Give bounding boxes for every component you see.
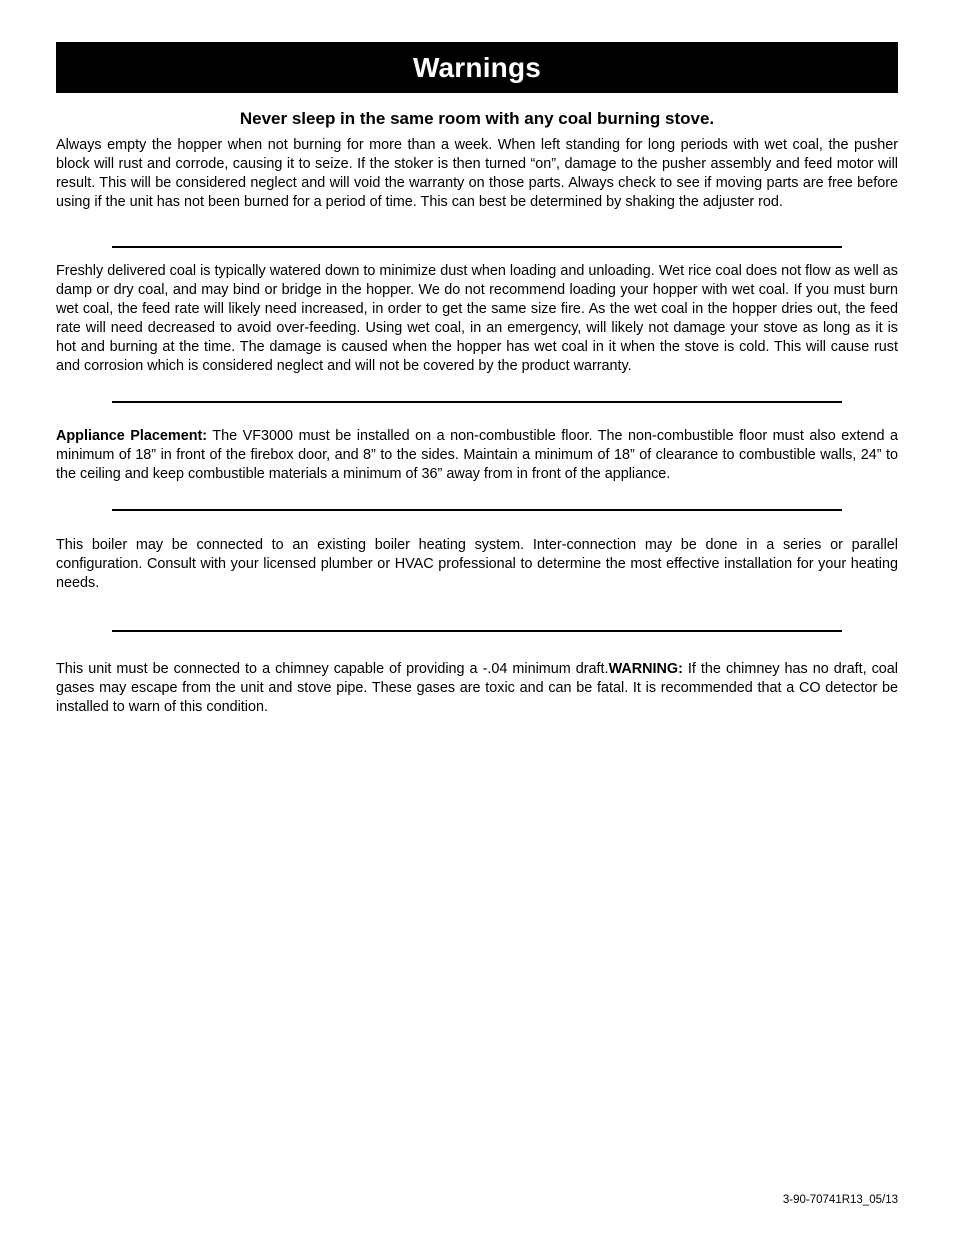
wet-coal-paragraph xyxy=(56,262,898,376)
chimney-paragraph xyxy=(56,660,898,717)
chimney-pre-text: This unit must be connected to a chimney capable of providing a -.04 minimum draft. xyxy=(56,661,609,677)
page-title: Warnings xyxy=(412,51,542,83)
hopper-paragraph xyxy=(56,136,898,212)
placement-lead: Appliance Placement: xyxy=(56,428,208,444)
divider-2 xyxy=(112,401,842,403)
placement-paragraph xyxy=(56,427,898,484)
title-bar xyxy=(56,42,898,93)
divider-1 xyxy=(112,246,842,248)
boiler-text: This boiler may be connected to an existing boiler heating system. Inter-connection may be done in a series or parallel configuration. Consult with your licensed plumber or HVAC professional to determine the most effective installation for your heating needs. xyxy=(56,537,898,591)
wet-coal-text: Freshly delivered coal is typically watered down to minimize dust when loading and unloading. Wet rice coal does not flow as well as damp or dry coal, and may bind or bridge in the hopper. We do not recommend loading your hopper with wet coal. If you must burn wet coal, the feed rate will likely need increased, in order to get the same size fire. As the wet coal in the hopper dries out, the feed rate will need decreased to avoid over-feeding. Using wet coal, in an emergency, will likely not damage your stove as long as it is hot and burning at the time. The damage is caused when the hopper has wet coal in it when the stove is cold. This will cause rust and corrosion which is considered neglect and will not be covered by the product warranty. xyxy=(56,263,898,374)
placement-text: The VF3000 must be installed on a non-combustible floor. The non-combustible floor must also extend a minimum of 18” in front of the firebox door, and 8” to the sides. Maintain a minimum of 18” of clearance to combustible walls, 24” to the ceiling and keep combustible materials a minimum of 36” away from in front of the appliance. xyxy=(56,428,898,482)
chimney-warning-lead: WARNING: xyxy=(608,661,683,677)
boiler-paragraph xyxy=(56,536,898,593)
chimney-text: If the chimney has no draft, coal gases may escape from the unit and stove pipe. These gases are toxic and can be fatal. It is recommended that a CO detector be installed to warn of this condition. xyxy=(56,661,898,715)
hopper-text: Always empty the hopper when not burning for more than a week. When left standing for long periods with wet coal, the pusher block will rust and corrode, causing it to seize. If the stoker is then turned “on”, damage to the pusher assembly and feed motor will result. This will be considered neglect and will void the warranty on those parts. Always check to see if moving parts are free before using if the unit has not been burned for a period of time. This can best be determined by shaking the adjuster rod. xyxy=(56,137,898,210)
divider-3 xyxy=(112,509,842,511)
warning-headline: Never sleep in the same room with any coal burning stove. xyxy=(239,109,715,128)
divider-4 xyxy=(112,630,842,632)
document-code: 3-90-70741R13_05/13 xyxy=(782,1194,898,1206)
